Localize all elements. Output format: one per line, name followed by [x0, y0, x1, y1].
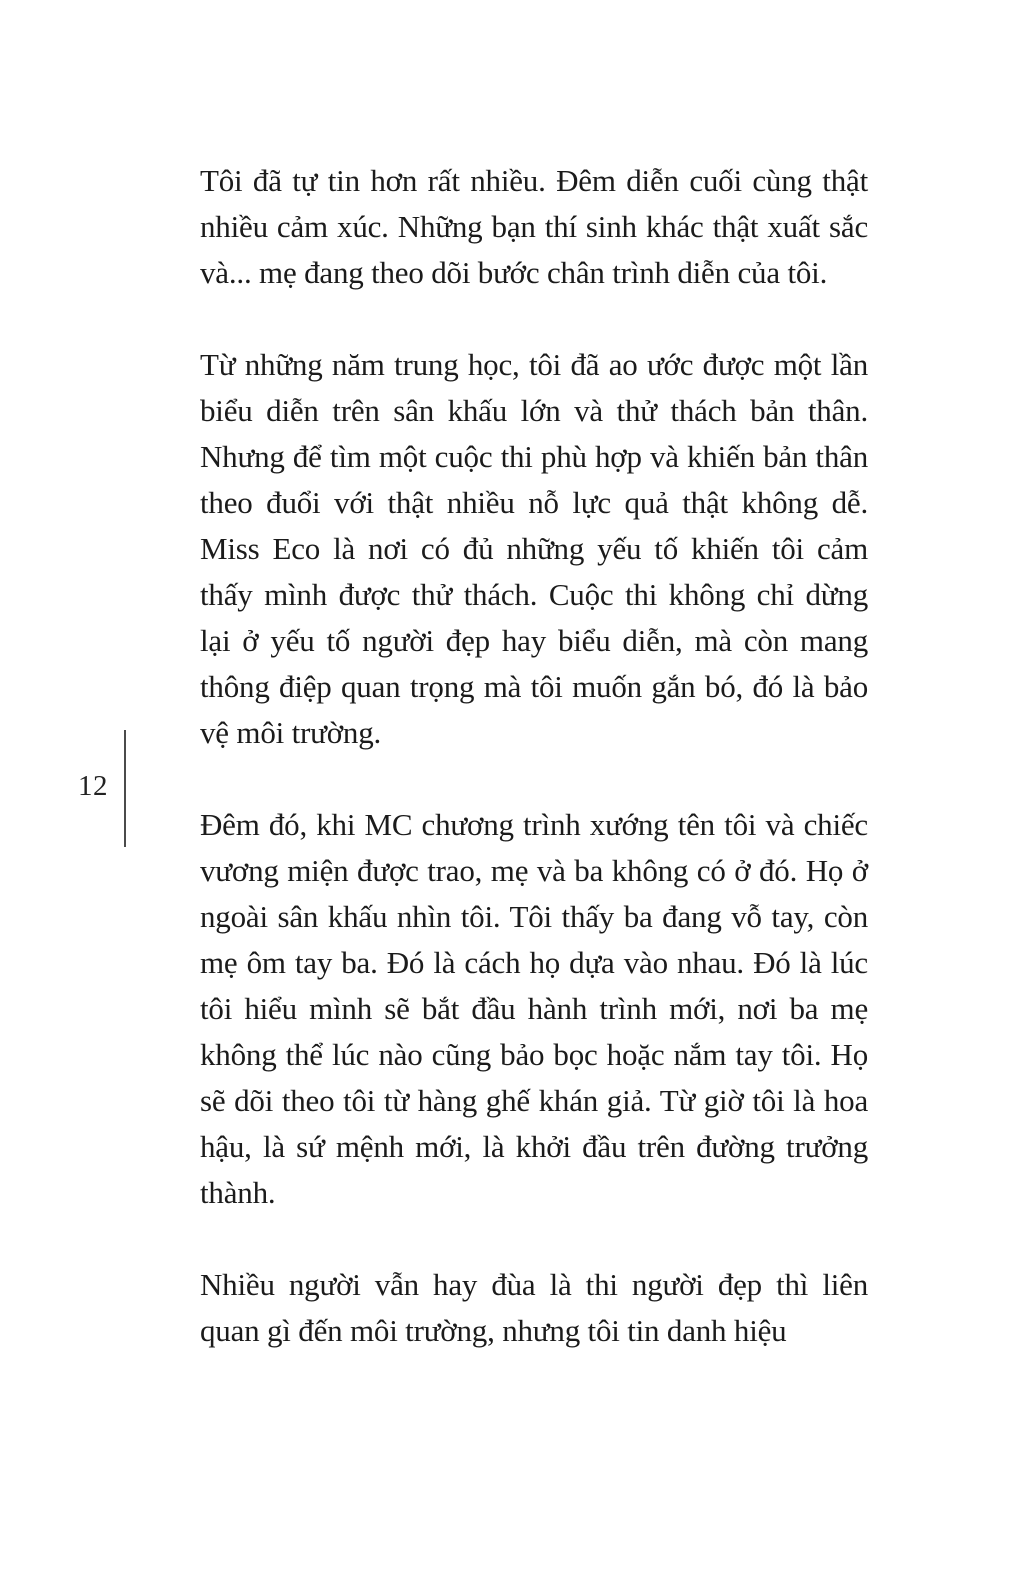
text-column	[200, 158, 868, 1354]
paragraph: Tôi đã tự tin hơn rất nhiều. Đêm diễn cuối cùng thật nhiều cảm xúc. Những bạn thí sinh khác thật xuất sắc và... mẹ đang theo dõi bước chân trình diễn của tôi.	[200, 163, 868, 290]
paragraph: Từ những năm trung học, tôi đã ao ước được một lần biểu diễn trên sân khấu lớn và thử thách bản thân. Nhưng để tìm một cuộc thi phù hợp và khiến bản thân theo đuổi với thật nhiều nỗ lực quả thật không dễ. Miss Eco là nơi có đủ những yếu tố khiến tôi cảm thấy mình được thử thách. Cuộc thi không chỉ dừng lại ở yếu tố người đẹp hay biểu diễn, mà còn mang thông điệp quan trọng mà tôi muốn gắn bó, đó là bảo vệ môi trường.	[200, 347, 868, 750]
paragraph: Đêm đó, khi MC chương trình xướng tên tôi và chiếc vương miện được trao, mẹ và ba không có ở đó. Họ ở ngoài sân khấu nhìn tôi. Tôi thấy ba đang vỗ tay, còn mẹ ôm tay ba. Đó là cách họ dựa vào nhau. Đó là lúc tôi hiểu mình sẽ bắt đầu hành trình mới, nơi ba mẹ không thể lúc nào cũng bảo bọc hoặc nắm tay tôi. Họ sẽ dõi theo tôi từ hàng ghế khán giả. Từ giờ tôi là hoa hậu, là sứ mệnh mới, là khởi đầu trên đường trưởng thành.	[200, 807, 868, 1210]
page-number: 12	[78, 770, 108, 802]
paragraph: Nhiều người vẫn hay đùa là thi người đẹp thì liên quan gì đến môi trường, nhưng tôi tin danh hiệu	[200, 1267, 868, 1348]
margin-rule	[124, 730, 126, 847]
